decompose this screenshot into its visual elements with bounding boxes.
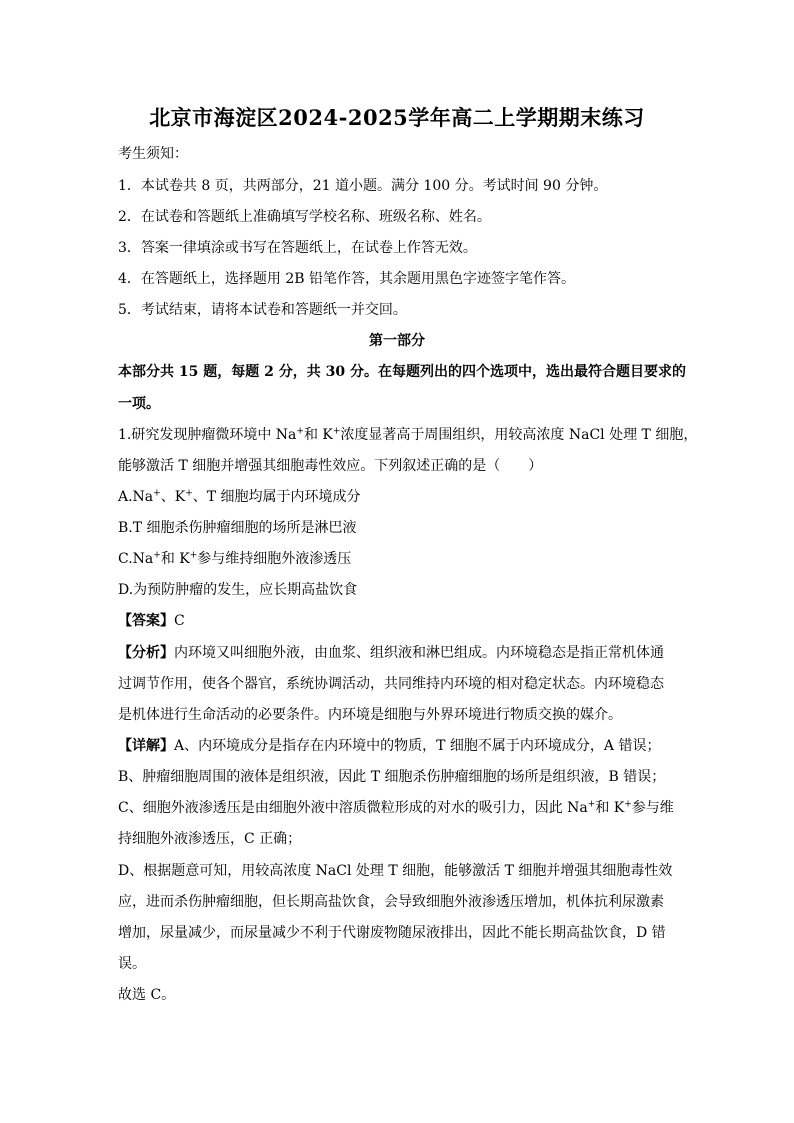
notice-item-5: 5．考试结束，请将本试卷和答题纸一并交回。	[118, 302, 407, 318]
question1-stem-line2: 能够激活 T 细胞并增强其细胞毒性效应。下列叙述正确的是（ ）	[118, 458, 543, 474]
analysis-line2: 过调节作用，使各个器官，系统协调活动，共同维持内环境的相对稳定状态。内环境稳态	[118, 676, 664, 692]
answer-line	[118, 611, 688, 631]
option-a-part2: 、K	[160, 489, 186, 505]
option-b: B.T 细胞杀伤肿瘤细胞的场所是淋巴液	[118, 520, 357, 536]
detail-line3-b: 和 K	[595, 800, 625, 816]
notice-item-1: 1．本试卷共 8 页，共两部分，21 道小题。满分 100 分。考试时间 90 分钟。	[118, 178, 608, 194]
option-a	[118, 487, 688, 507]
detail-line3-c: 参与维	[631, 800, 674, 816]
detail-line3-a: C、细胞外液渗透压是由细胞外液中溶质微粒形成的对水的吸引力，因此 Na	[118, 800, 588, 816]
part1-heading: 第一部分	[369, 333, 425, 349]
analysis-label: 【分析】	[118, 645, 174, 661]
detail-line1	[118, 736, 688, 756]
superscript-plus: +	[185, 488, 193, 499]
superscript-plus: +	[587, 799, 596, 810]
part1-instructions-line2: 一项。	[118, 396, 160, 412]
option-c-part3: 参与维持细胞外液渗透压	[197, 551, 352, 567]
option-a-part1: A.Na	[118, 489, 154, 505]
option-a-part3: 、T 细胞均属于内环境成分	[192, 489, 361, 505]
detail-line7: 增加，尿量减少，而尿量减少不利于代谢废物随尿液排出，因此不能长期高盐饮食，D 错	[118, 925, 666, 941]
detail-text-1: A、内环境成分是指存在内环境中的物质，T 细胞不属于内环境成分，A 错误；	[174, 738, 661, 754]
question1-stem-b: 和 K	[303, 427, 333, 443]
detail-line6: 应，进而杀伤肿瘤细胞，但长期高盐饮食，会导致细胞外液渗透压增加，机体抗利尿激素	[118, 894, 664, 910]
superscript-plus: +	[153, 488, 161, 499]
notice-item-3: 3．答案一律填涂或书写在答题纸上，在试卷上作答无效。	[118, 240, 477, 256]
detail-line4: 持细胞外液渗透压，C 正确；	[118, 831, 302, 847]
analysis-line3: 是机体进行生命活动的必要条件。内环境是细胞与外界环境进行物质交换的媒介。	[118, 707, 622, 723]
part1-instructions-line1: 本部分共 15 题，每题 2 分，共 30 分。在每题列出的四个选项中，选出最符合题目要求的	[118, 364, 686, 380]
superscript-plus: +	[332, 426, 341, 437]
detail-label: 【详解】	[118, 738, 174, 754]
analysis-text-1: 内环境又叫细胞外液，由血浆、组织液和淋巴组成。内环境稳态是指正常机体通	[174, 645, 664, 661]
detail-line8: 误。	[118, 956, 146, 972]
notice-item-2: 2．在试卷和答题纸上准确填写学校名称、班级名称、姓名。	[118, 209, 491, 225]
question1-stem-a: 1.研究发现肿瘤微环境中 Na	[118, 427, 297, 443]
superscript-plus: +	[153, 550, 161, 561]
option-c-part1: C.Na	[118, 551, 154, 567]
option-d: D.为预防肿瘤的发生，应长期高盐饮食	[118, 582, 358, 598]
answer-label: 【答案】	[118, 613, 174, 629]
superscript-plus: +	[189, 550, 198, 561]
option-c	[118, 549, 688, 569]
notice-heading: 考生须知：	[118, 146, 188, 162]
document-title: 北京市海淀区2024-2025学年高二上学期期末练习	[149, 105, 645, 130]
answer-value: C	[174, 613, 185, 629]
detail-line5: D、根据题意可知，用较高浓度 NaCl 处理 T 细胞，能够激活 T 细胞并增强其细胞毒性效	[118, 863, 673, 879]
superscript-plus: +	[624, 799, 632, 810]
detail-line2: B、肿瘤细胞周围的液体是组织液，因此 T 细胞杀伤肿瘤细胞的场所是组织液，B 错误；	[118, 769, 666, 785]
question1-stem-line1	[118, 425, 698, 445]
option-c-part2: 和 K	[160, 551, 190, 567]
superscript-plus: +	[296, 426, 304, 437]
notice-item-4: 4．在答题纸上，选择题用 2B 铅笔作答，其余题用黑色字迹签字笔作答。	[118, 271, 576, 287]
analysis-line1	[118, 643, 688, 663]
question1-stem-c: 浓度显著高于周围组织，用较高浓度 NaCl 处理 T 细胞，	[340, 427, 698, 443]
conclusion: 故选 C。	[118, 987, 176, 1003]
detail-line3	[118, 798, 688, 818]
